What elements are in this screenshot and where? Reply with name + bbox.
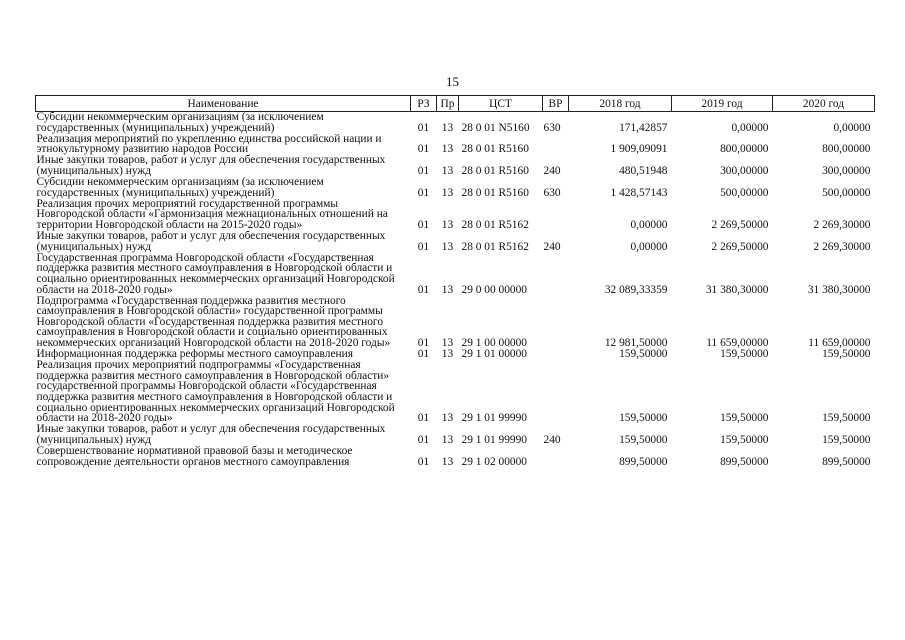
row-cst: 28 0 01 R5160 [461, 164, 529, 177]
row-rz: 01 [417, 283, 430, 296]
row-value-2018: 32 089,33359 [604, 283, 668, 296]
row-rz: 01 [417, 240, 430, 253]
header-2020: 2020 год [773, 96, 875, 112]
row-vr: 240 [543, 433, 561, 446]
row-pr: 13 [441, 240, 454, 253]
row-vr [543, 296, 569, 349]
row-value-2019: 899,50000 [720, 455, 769, 468]
row-name: Субсидии некоммерческим организациям (за исключением государственных (муниципальных) учреждений) [36, 176, 324, 199]
row-value-2018: 1 909,09091 [610, 143, 668, 156]
row-pr: 13 [441, 186, 454, 199]
row-cst: 28 0 01 R5160 [461, 143, 529, 156]
page-number: 15 [446, 74, 459, 89]
row-vr [543, 349, 569, 360]
row-name: Субсидии некоммерческим организациям (за исключением государственных (муниципальных) учреждений) [36, 111, 324, 134]
row-value-2020: 2 269,30000 [813, 240, 871, 253]
row-cst: 29 0 00 00000 [461, 283, 527, 296]
table-row [36, 296, 875, 349]
row-name: Иные закупки товаров, работ и услуг для обеспечения государственных (муниципальных) нужд [36, 154, 386, 177]
header-2018: 2018 год [569, 96, 672, 112]
row-value-2020: 31 380,30000 [807, 283, 871, 296]
row-pr: 13 [441, 412, 454, 425]
row-cst: 29 1 00 00000 [461, 336, 527, 349]
row-value-2018: 480,51948 [619, 164, 668, 177]
table-row [36, 155, 875, 177]
row-value-2018: 0,00000 [630, 240, 668, 253]
row-vr: 240 [543, 164, 561, 177]
table-row [36, 424, 875, 446]
row-name: Реализация прочих мероприятий государственной программы Новгородской области «Гармонизация межнациональных отношений на территории Новгородской области на 2015-2020 годы» [36, 197, 388, 231]
row-value-2020: 2 269,30000 [813, 218, 871, 231]
row-rz: 01 [417, 143, 430, 156]
row-value-2018: 0,00000 [630, 218, 668, 231]
header-cst: ЦСТ [459, 96, 543, 112]
row-cst: 28 0 01 R5162 [461, 240, 529, 253]
row-pr: 13 [441, 283, 454, 296]
row-pr: 13 [441, 455, 454, 468]
row-name: Иные закупки товаров, работ и услуг для обеспечения государственных (муниципальных) нужд [36, 230, 386, 253]
row-value-2019: 500,00000 [720, 186, 769, 199]
table-row [36, 134, 875, 156]
row-vr [543, 253, 569, 296]
row-value-2018: 159,50000 [619, 433, 668, 446]
row-rz: 01 [417, 336, 430, 349]
header-name: Наименование [36, 96, 411, 112]
header-2019: 2019 год [672, 96, 773, 112]
row-pr: 13 [441, 348, 454, 361]
header-pr: Пр [437, 96, 459, 112]
row-name: Иные закупки товаров, работ и услуг для обеспечения государственных (муниципальных) нужд [36, 423, 386, 446]
row-value-2019: 2 269,50000 [711, 240, 769, 253]
row-value-2019: 159,50000 [720, 433, 769, 446]
row-vr [543, 199, 569, 231]
row-cst: 29 1 01 99990 [461, 412, 527, 425]
row-value-2020: 899,50000 [822, 455, 871, 468]
row-value-2019: 300,00000 [720, 164, 769, 177]
row-value-2019: 31 380,30000 [705, 283, 769, 296]
row-value-2019: 2 269,50000 [711, 218, 769, 231]
row-value-2020: 159,50000 [822, 412, 871, 425]
table-row [36, 177, 875, 199]
row-name: Государственная программа Новгородской области «Государственная поддержка развития местного самоуправления в Новгородской области и социально ориентированных некоммерческих организаций Новгородской области на 2018-2020 годы» [36, 251, 395, 296]
row-rz: 01 [417, 164, 430, 177]
row-rz: 01 [417, 433, 430, 446]
row-name: Реализация прочих мероприятий подпрограммы «Государственная поддержка развития местного самоуправления в Новгородской области» государственной программы Новгородской области «Государственная поддержка развития местного самоуправления в Новгородской области и социально ориентированных некоммерческих организаций Новгородской области на 2018-2020 годы» [36, 359, 395, 425]
row-pr: 13 [441, 336, 454, 349]
row-value-2019: 0,00000 [731, 121, 769, 134]
row-value-2020: 300,00000 [822, 164, 871, 177]
row-rz: 01 [417, 412, 430, 425]
header-rz: РЗ [411, 96, 437, 112]
table-row [36, 446, 875, 468]
row-value-2019: 11 659,00000 [706, 336, 769, 349]
row-rz: 01 [417, 186, 430, 199]
row-value-2018: 171,42857 [619, 121, 668, 134]
row-pr: 13 [441, 143, 454, 156]
row-value-2020: 159,50000 [822, 348, 871, 361]
row-value-2020: 500,00000 [822, 186, 871, 199]
row-name: Реализация мероприятий по укреплению единства российской нации и этнокультурному развитию народов России [36, 132, 382, 156]
row-value-2018: 159,50000 [619, 348, 668, 361]
row-vr: 630 [543, 121, 561, 134]
row-rz: 01 [417, 218, 430, 231]
table-row [36, 231, 875, 253]
row-cst: 28 0 01 R5160 [461, 186, 529, 199]
row-vr [543, 134, 569, 156]
table-row [36, 199, 875, 231]
row-name: Совершенствование нормативной правовой базы и методическое сопровождение деятельности органов местного самоуправления [36, 444, 353, 468]
row-value-2020: 800,00000 [822, 143, 871, 156]
row-pr: 13 [441, 164, 454, 177]
row-cst: 28 0 01 R5162 [461, 218, 529, 231]
row-vr: 240 [543, 240, 561, 253]
table-header-row [36, 96, 875, 112]
row-name: Информационная поддержка реформы местного самоуправления [36, 348, 353, 361]
row-vr [543, 360, 569, 424]
budget-table [35, 95, 875, 468]
row-value-2019: 800,00000 [720, 143, 769, 156]
row-vr [543, 446, 569, 468]
row-name: Подпрограмма «Государственная поддержка развития местного самоуправления в Новгородской области» государственной программы Новгородской области «Государственная поддержка развития местного самоуправления в Новгородской области и социально ориентированных некоммерческих организаций Новгородской области на 2018-2020 годы» [36, 294, 391, 349]
row-value-2018: 899,50000 [619, 455, 668, 468]
row-rz: 01 [417, 348, 430, 361]
row-rz: 01 [417, 121, 430, 134]
table-row [36, 253, 875, 296]
row-value-2020: 159,50000 [822, 433, 871, 446]
row-vr: 630 [543, 186, 561, 199]
row-cst: 29 1 01 00000 [461, 348, 527, 361]
row-value-2019: 159,50000 [720, 412, 769, 425]
row-pr: 13 [441, 121, 454, 134]
row-cst: 29 1 01 99990 [461, 433, 527, 446]
table-row [36, 360, 875, 424]
row-cst: 29 1 02 00000 [461, 455, 527, 468]
row-value-2018: 12 981,50000 [604, 336, 668, 349]
row-value-2018: 1 428,57143 [610, 186, 668, 199]
row-pr: 13 [441, 218, 454, 231]
header-vr: ВР [543, 96, 569, 112]
row-value-2018: 159,50000 [619, 412, 668, 425]
row-value-2019: 159,50000 [720, 348, 769, 361]
row-value-2020: 11 659,00000 [808, 336, 871, 349]
row-rz: 01 [417, 455, 430, 468]
row-cst: 28 0 01 N5160 [461, 121, 530, 134]
row-value-2020: 0,00000 [833, 121, 871, 134]
row-pr: 13 [441, 433, 454, 446]
table-row [36, 112, 875, 134]
